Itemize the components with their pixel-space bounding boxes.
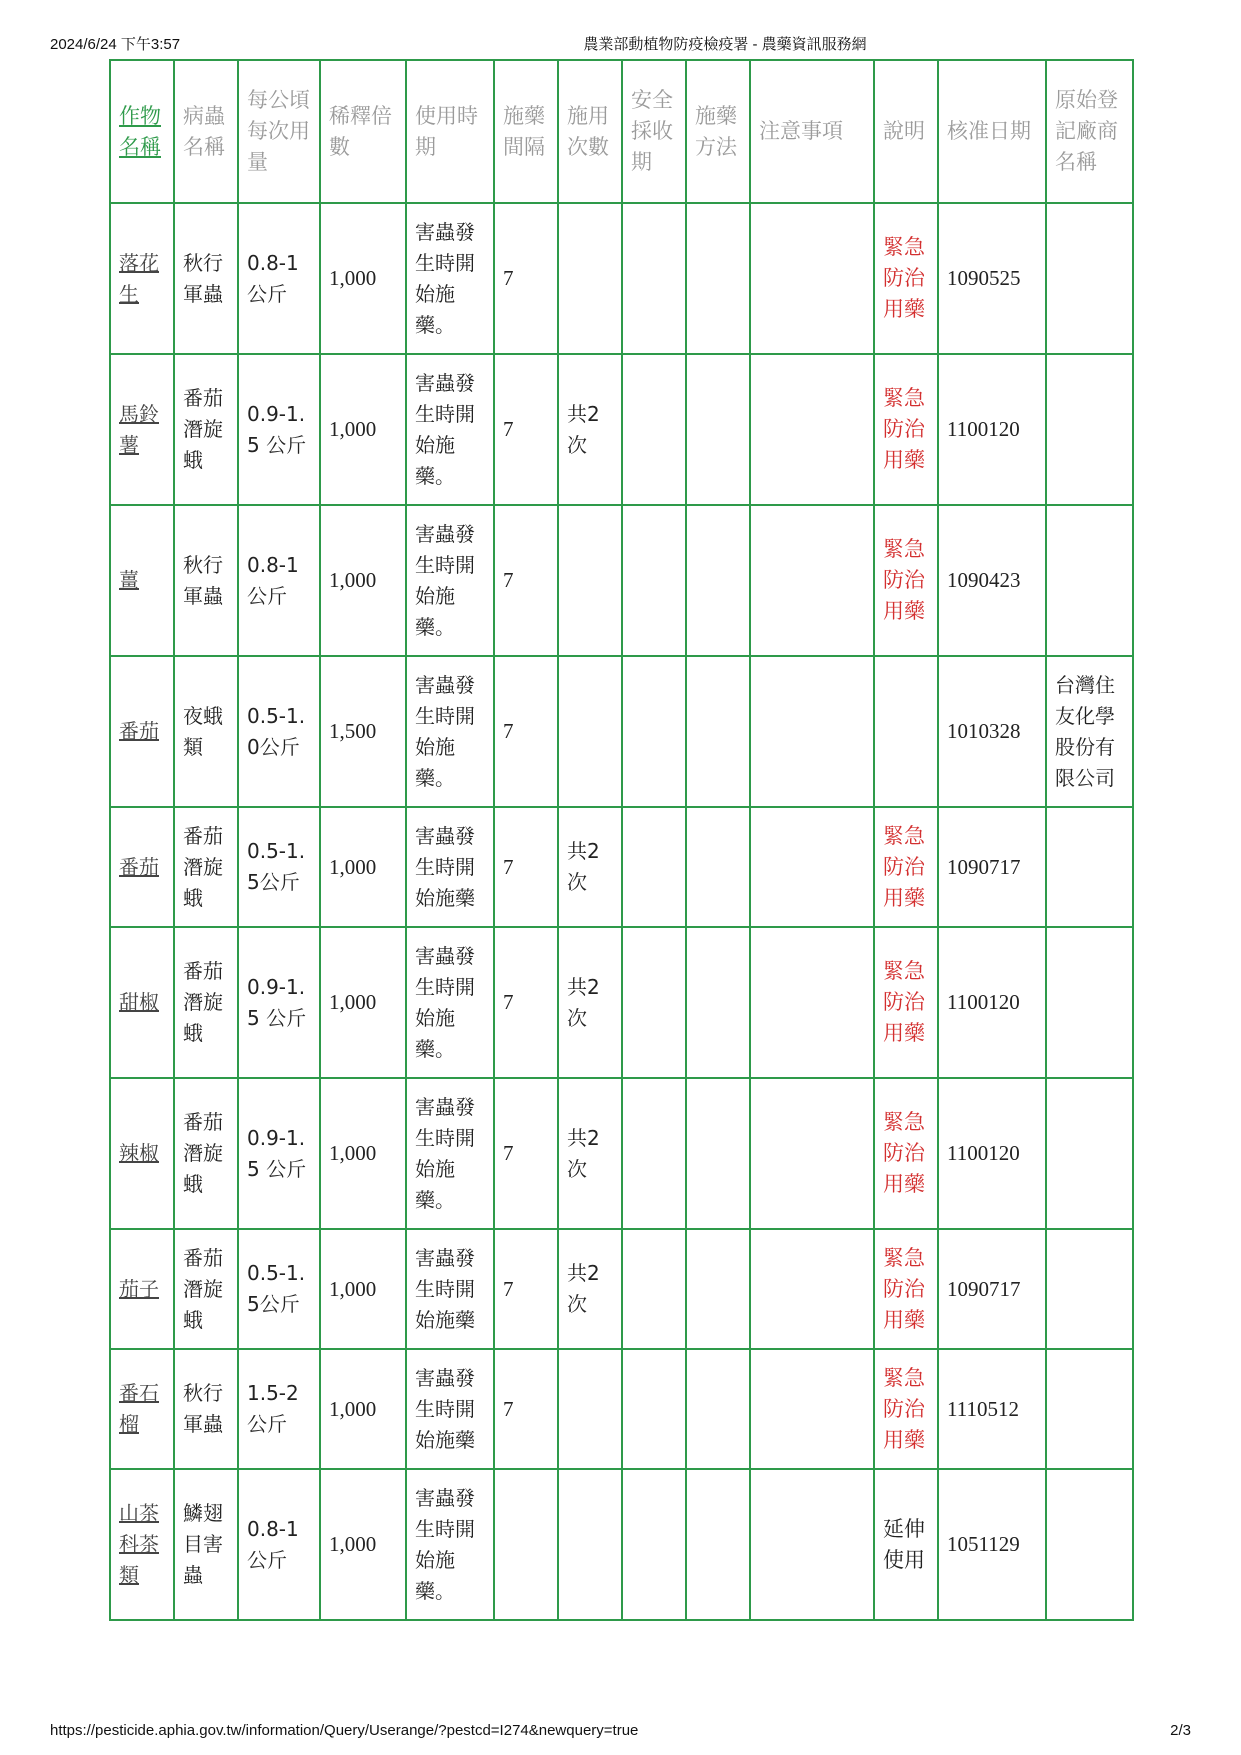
table-row	[110, 1078, 1133, 1229]
column-header-period: 使用時期	[406, 60, 494, 203]
remark-cell: 緊急防治用藥	[874, 354, 938, 505]
crop-cell	[110, 505, 174, 656]
period-cell: 害蟲發生時開始施藥。	[406, 203, 494, 354]
remark-cell: 緊急防治用藥	[874, 505, 938, 656]
remark-cell: 延伸使用	[874, 1469, 938, 1620]
safety-cell	[622, 1469, 686, 1620]
safety-cell	[622, 354, 686, 505]
column-header-pest: 病蟲名稱	[174, 60, 238, 203]
times-cell: 共2次	[558, 1229, 622, 1349]
interval-cell: 7	[494, 807, 558, 927]
dilution-cell: 1,000	[320, 1469, 406, 1620]
notes-cell	[750, 1229, 874, 1349]
dilution-cell: 1,000	[320, 1349, 406, 1469]
dilution-cell: 1,000	[320, 505, 406, 656]
crop-link[interactable]: 番茄	[119, 719, 159, 743]
method-cell	[686, 927, 750, 1078]
crop-link[interactable]: 馬鈴薯	[119, 401, 159, 457]
interval-cell: 7	[494, 1349, 558, 1469]
times-cell: 共2次	[558, 807, 622, 927]
method-cell	[686, 807, 750, 927]
dose-cell: 0.8-1公斤	[238, 203, 320, 354]
times-cell: 共2次	[558, 927, 622, 1078]
table-row	[110, 203, 1133, 354]
method-cell	[686, 354, 750, 505]
safety-cell	[622, 1078, 686, 1229]
crop-link[interactable]: 落花生	[119, 250, 159, 306]
table-row	[110, 354, 1133, 505]
interval-cell: 7	[494, 1078, 558, 1229]
notes-cell	[750, 505, 874, 656]
period-cell: 害蟲發生時開始施藥。	[406, 1078, 494, 1229]
column-header-interval: 施藥間隔	[494, 60, 558, 203]
times-cell	[558, 203, 622, 354]
times-cell	[558, 656, 622, 807]
safety-cell	[622, 656, 686, 807]
date-cell: 1090423	[938, 505, 1046, 656]
maker-cell	[1046, 1469, 1133, 1620]
crop-link[interactable]: 甜椒	[119, 990, 159, 1014]
method-cell	[686, 1469, 750, 1620]
pest-cell: 番茄潛旋蛾	[174, 927, 238, 1078]
notes-cell	[750, 203, 874, 354]
method-cell	[686, 505, 750, 656]
method-cell	[686, 1349, 750, 1469]
interval-cell: 7	[494, 354, 558, 505]
safety-cell	[622, 505, 686, 656]
print-footer	[0, 1722, 1241, 1742]
print-datetime: 2024/6/24 下午3:57	[50, 36, 181, 53]
notes-cell	[750, 1349, 874, 1469]
page-number: 2/3	[1170, 1722, 1191, 1739]
dilution-cell: 1,000	[320, 807, 406, 927]
times-cell	[558, 1349, 622, 1469]
crop-cell	[110, 656, 174, 807]
column-header-safety: 安全採收期	[622, 60, 686, 203]
crop-cell	[110, 927, 174, 1078]
column-header-notes: 注意事項	[750, 60, 874, 203]
table-header-row	[110, 60, 1133, 203]
crop-link[interactable]: 辣椒	[119, 1141, 159, 1165]
crop-cell	[110, 1469, 174, 1620]
dose-cell: 0.9-1.5 公斤	[238, 354, 320, 505]
pest-cell: 番茄潛旋蛾	[174, 1229, 238, 1349]
pest-cell: 秋行軍蟲	[174, 1349, 238, 1469]
date-cell: 1090717	[938, 1229, 1046, 1349]
notes-cell	[750, 1078, 874, 1229]
maker-cell	[1046, 1078, 1133, 1229]
table-row	[110, 1229, 1133, 1349]
times-cell	[558, 1469, 622, 1620]
dose-cell: 0.5-1.0公斤	[238, 656, 320, 807]
crop-cell	[110, 1229, 174, 1349]
table-row	[110, 505, 1133, 656]
period-cell: 害蟲發生時開始施藥。	[406, 656, 494, 807]
period-cell: 害蟲發生時開始施藥。	[406, 927, 494, 1078]
dose-cell: 0.5-1.5公斤	[238, 1229, 320, 1349]
crop-cell	[110, 203, 174, 354]
maker-cell	[1046, 354, 1133, 505]
dose-cell: 0.9-1.5 公斤	[238, 927, 320, 1078]
crop-cell	[110, 807, 174, 927]
crop-cell	[110, 1349, 174, 1469]
dose-cell: 1.5-2公斤	[238, 1349, 320, 1469]
safety-cell	[622, 1349, 686, 1469]
table-row	[110, 927, 1133, 1078]
method-cell	[686, 1078, 750, 1229]
pest-cell: 番茄潛旋蛾	[174, 807, 238, 927]
period-cell: 害蟲發生時開始施藥。	[406, 1469, 494, 1620]
column-header-dilution: 稀釋倍數	[320, 60, 406, 203]
notes-cell	[750, 354, 874, 505]
dilution-cell: 1,500	[320, 656, 406, 807]
print-page-title: 農業部動植物防疫檢疫署 - 農藥資訊服務網	[583, 36, 867, 53]
dilution-cell: 1,000	[320, 354, 406, 505]
period-cell: 害蟲發生時開始施藥	[406, 1229, 494, 1349]
print-header	[0, 33, 1241, 53]
crop-cell	[110, 1078, 174, 1229]
maker-cell	[1046, 203, 1133, 354]
date-cell: 1100120	[938, 927, 1046, 1078]
table-row	[110, 1349, 1133, 1469]
pest-cell: 鱗翅目害蟲	[174, 1469, 238, 1620]
pest-cell: 秋行軍蟲	[174, 505, 238, 656]
dilution-cell: 1,000	[320, 927, 406, 1078]
page-url: https://pesticide.aphia.gov.tw/information/Query/Userange/?pestcd=I274&newquery=true	[50, 1722, 639, 1739]
dilution-cell: 1,000	[320, 203, 406, 354]
column-header-dose: 每公頃每次用量	[238, 60, 320, 203]
safety-cell	[622, 927, 686, 1078]
maker-cell	[1046, 1229, 1133, 1349]
date-cell: 1090525	[938, 203, 1046, 354]
date-cell: 1090717	[938, 807, 1046, 927]
date-cell: 1010328	[938, 656, 1046, 807]
date-cell: 1100120	[938, 1078, 1046, 1229]
times-cell: 共2次	[558, 354, 622, 505]
date-cell: 1110512	[938, 1349, 1046, 1469]
safety-cell	[622, 203, 686, 354]
date-cell: 1100120	[938, 354, 1046, 505]
dose-cell: 0.8-1公斤	[238, 1469, 320, 1620]
pest-cell: 夜蛾類	[174, 656, 238, 807]
notes-cell	[750, 927, 874, 1078]
interval-cell: 7	[494, 1229, 558, 1349]
date-cell: 1051129	[938, 1469, 1046, 1620]
pest-cell: 秋行軍蟲	[174, 203, 238, 354]
method-cell	[686, 1229, 750, 1349]
maker-cell	[1046, 807, 1133, 927]
remark-cell: 緊急防治用藥	[874, 203, 938, 354]
method-cell	[686, 656, 750, 807]
column-header-method: 施藥方法	[686, 60, 750, 203]
interval-cell: 7	[494, 203, 558, 354]
pest-cell: 番茄潛旋蛾	[174, 354, 238, 505]
column-header-maker: 原始登記廠商名稱	[1046, 60, 1133, 203]
notes-cell	[750, 807, 874, 927]
crop-link[interactable]: 山茶科茶類	[119, 1501, 159, 1587]
maker-cell	[1046, 1349, 1133, 1469]
maker-cell	[1046, 927, 1133, 1078]
remark-cell: 緊急防治用藥	[874, 807, 938, 927]
crop-link[interactable]: 薑	[119, 568, 139, 592]
dose-cell: 0.9-1.5 公斤	[238, 1078, 320, 1229]
dilution-cell: 1,000	[320, 1229, 406, 1349]
maker-cell	[1046, 505, 1133, 656]
column-header-date: 核准日期	[938, 60, 1046, 203]
pest-cell: 番茄潛旋蛾	[174, 1078, 238, 1229]
times-cell: 共2次	[558, 1078, 622, 1229]
times-cell	[558, 505, 622, 656]
notes-cell	[750, 656, 874, 807]
dose-cell: 0.5-1.5公斤	[238, 807, 320, 927]
dose-cell: 0.8-1公斤	[238, 505, 320, 656]
crop-link[interactable]: 番茄	[119, 854, 159, 879]
column-header-times: 施用次數	[558, 60, 622, 203]
column-header-remark: 說明	[874, 60, 938, 203]
notes-cell	[750, 1469, 874, 1620]
interval-cell	[494, 1469, 558, 1620]
interval-cell: 7	[494, 505, 558, 656]
dilution-cell: 1,000	[320, 1078, 406, 1229]
maker-cell: 台灣住友化學股份有限公司	[1046, 656, 1133, 807]
interval-cell: 7	[494, 927, 558, 1078]
period-cell: 害蟲發生時開始施藥	[406, 1349, 494, 1469]
crop-link[interactable]: 番石榴	[119, 1381, 159, 1436]
remark-cell: 緊急防治用藥	[874, 1229, 938, 1349]
crop-cell	[110, 354, 174, 505]
usage-table	[109, 59, 1134, 1621]
table-row	[110, 656, 1133, 807]
crop-link[interactable]: 茄子	[119, 1276, 159, 1301]
remark-cell: 緊急防治用藥	[874, 1349, 938, 1469]
interval-cell: 7	[494, 656, 558, 807]
period-cell: 害蟲發生時開始施藥。	[406, 354, 494, 505]
method-cell	[686, 203, 750, 354]
column-header-crop[interactable]: 作物名稱	[110, 60, 174, 203]
remark-cell: 緊急防治用藥	[874, 1078, 938, 1229]
period-cell: 害蟲發生時開始施藥	[406, 807, 494, 927]
remark-cell: 緊急防治用藥	[874, 927, 938, 1078]
remark-cell	[874, 656, 938, 807]
safety-cell	[622, 807, 686, 927]
safety-cell	[622, 1229, 686, 1349]
period-cell: 害蟲發生時開始施藥。	[406, 505, 494, 656]
table-row	[110, 807, 1133, 927]
table-row	[110, 1469, 1133, 1620]
